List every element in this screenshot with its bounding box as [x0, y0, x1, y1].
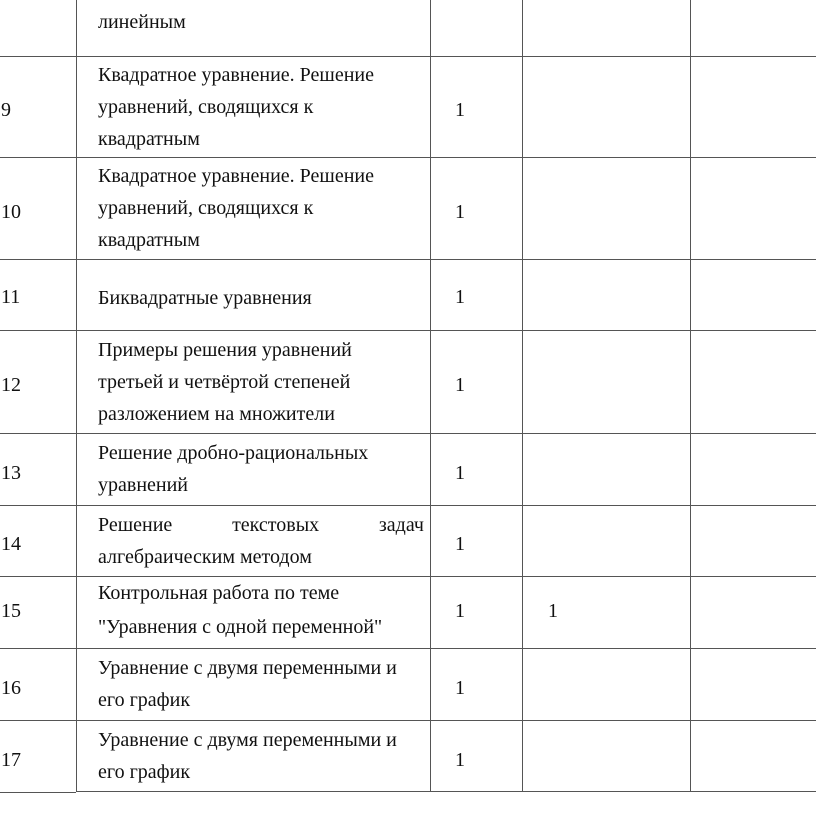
test-count	[548, 265, 578, 330]
lesson-topic: Решение дробно-рациональных уравнений	[98, 442, 369, 496]
row-number: 15	[1, 599, 21, 622]
hours-count: 1	[455, 99, 465, 121]
lesson-topic: Биквадратные уравнения	[98, 286, 312, 309]
lesson-topic: Уравнение с двумя переменными и его график	[98, 729, 397, 783]
row-number: 11	[1, 286, 21, 308]
hours-count: 1	[455, 200, 465, 223]
table-row	[0, 433, 816, 505]
row-number: 14	[1, 533, 21, 555]
lesson-topic: Квадратное уравнение. Решение уравнений, сводящихся к квадратным	[98, 63, 374, 150]
lesson-topic: Контрольная работа по теме "Уравнения с одной переменной"	[98, 582, 383, 638]
test-count	[548, 513, 578, 576]
row-number: 9	[1, 99, 11, 121]
test-count	[548, 165, 578, 259]
hours-count: 1	[455, 286, 465, 308]
hours-count: 1	[455, 461, 465, 484]
row-number: 16	[1, 676, 21, 699]
hours-count: 1	[455, 676, 465, 699]
lesson-topic: Квадратное уравнение. Решение уравнений, сводящихся к квадратным	[98, 165, 374, 251]
table-row	[0, 0, 816, 56]
hours-count: 1	[455, 374, 465, 396]
table-row	[0, 330, 816, 433]
row-number: 17	[1, 748, 21, 771]
test-count	[548, 728, 578, 792]
table-row	[0, 576, 816, 648]
hours-count: 1	[455, 748, 465, 771]
lesson-topic: Уравнение с двумя переменными и его график	[98, 657, 397, 711]
test-count	[548, 656, 578, 720]
test-count	[548, 441, 578, 505]
hours-count: 1	[455, 599, 465, 622]
table-row	[0, 720, 816, 792]
table-row	[0, 259, 816, 330]
hours-count: 1	[455, 533, 465, 555]
test-count	[548, 64, 578, 157]
lesson-topic: Решение текстовых задач алгебраическим методом	[98, 513, 424, 568]
row-number: 12	[1, 374, 21, 396]
table-row	[0, 505, 816, 576]
row-divider	[0, 792, 76, 793]
row-number: 13	[1, 461, 21, 484]
lesson-topic: линейным	[98, 11, 186, 33]
table-row	[0, 157, 816, 259]
test-count	[548, 338, 578, 433]
row-number	[0, 8, 77, 56]
table-row	[0, 56, 816, 157]
test-count: 1	[548, 599, 558, 622]
lesson-topic: Примеры решения уравнений третьей и четвёртой степеней разложением на множители	[98, 338, 352, 425]
row-number: 10	[1, 200, 21, 223]
table-row	[0, 648, 816, 720]
